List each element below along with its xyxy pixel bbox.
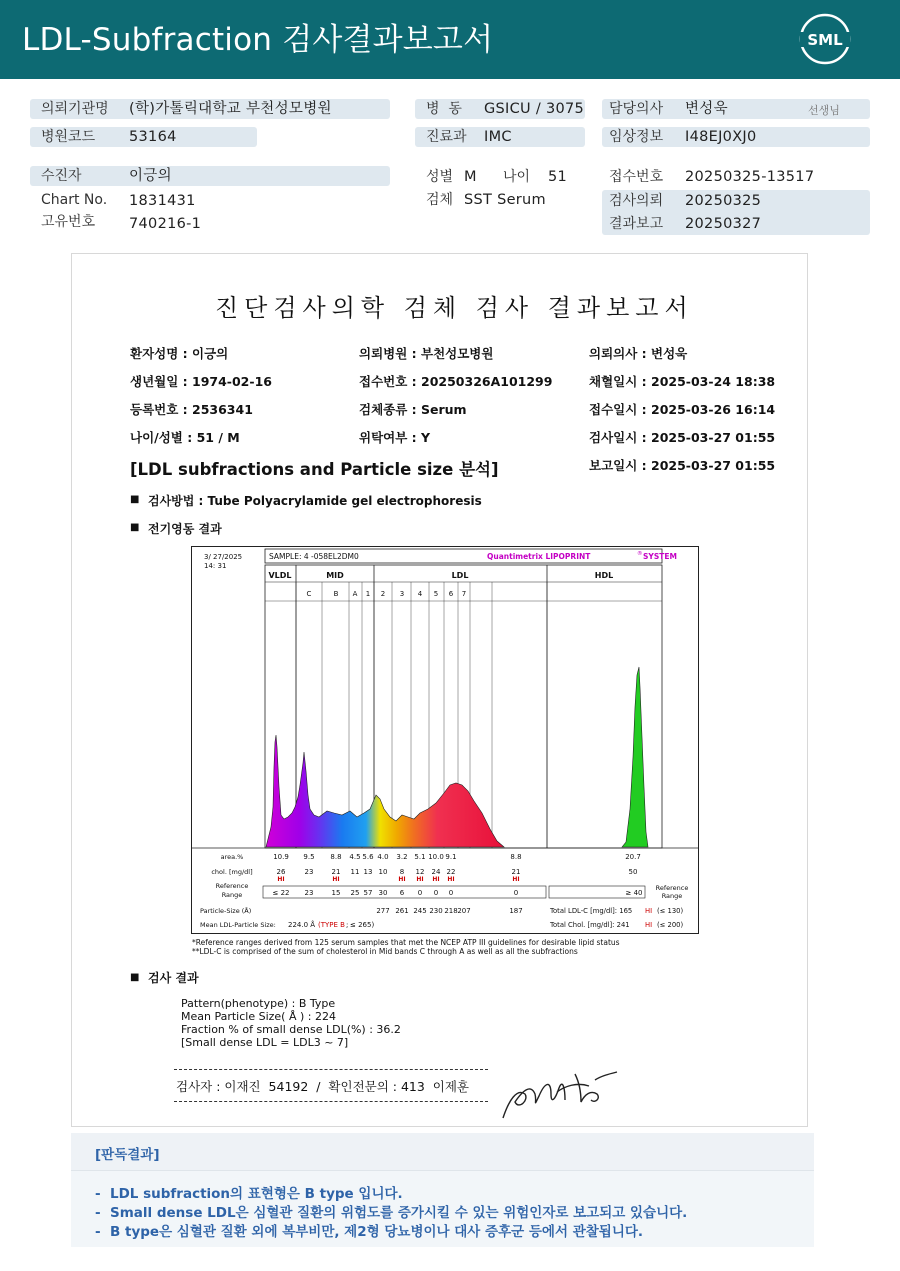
group-label-mid: MID: [326, 571, 344, 580]
particle-size-cell: 230: [429, 907, 443, 915]
area-pct-cell: 10.9: [273, 853, 289, 861]
dept-label: 진료과: [426, 129, 467, 145]
band-label-6: 6: [448, 590, 454, 598]
uid-label: 고유번호: [41, 214, 96, 230]
band-label-2: 2: [380, 590, 386, 598]
total-chol: Total Chol. [mg/dl]: 241: [550, 921, 630, 929]
ref-cell: ≤ 22: [272, 889, 290, 897]
lipoprint-svg: [192, 547, 698, 933]
group-label-hdl: HDL: [594, 571, 614, 580]
particle-size-cell: 187: [509, 907, 523, 915]
specimen-value: SST Serum: [464, 192, 546, 208]
doc-specimen: 검체종류 : Serum: [359, 402, 467, 417]
area-pct-cell: 9.5: [303, 853, 315, 861]
particle-size-cell: 245: [413, 907, 427, 915]
result-fraction: Fraction % of small dense LDL(%) : 36.2: [181, 1023, 401, 1036]
chol-cell: 21: [331, 868, 341, 876]
mean-size-value: 224.0 Å: [288, 921, 316, 929]
hospital-code-value: 53164: [129, 129, 177, 145]
doc-electro-title: 전기영동 결과: [148, 522, 222, 536]
chart-time: 14: 31: [204, 562, 227, 570]
chart-no-label: Chart No.: [41, 192, 108, 208]
uid-value: 740216-1: [129, 216, 202, 232]
row-label-ref: Reference: [215, 882, 249, 890]
sml-logo-icon: [798, 12, 852, 66]
ref-cell: 57: [363, 889, 373, 897]
interpretation-title: [판독결과]: [95, 1147, 160, 1163]
doc-consign: 위탁여부 : Y: [359, 430, 431, 445]
request-value: 20250325: [685, 193, 762, 209]
doc-report-time: 보고일시 : 2025-03-27 01:55: [589, 458, 776, 473]
interpretation-line-2: - Small dense LDL은 심혈관 질환의 위험도를 증가시킬 수 있는 위험인자로 보고되고 있습니다.: [95, 1205, 688, 1221]
receipt-label: 접수번호: [609, 169, 664, 185]
chol-cell: 10: [378, 868, 388, 876]
total-chol-flag: HI: [645, 921, 653, 929]
report-label: 결과보고: [609, 216, 664, 232]
particle-size-cell: 261: [395, 907, 409, 915]
doctor-label: 담당의사: [609, 101, 664, 117]
doc-result-title: 검사 결과: [148, 971, 199, 985]
report-header: [0, 0, 900, 79]
ldl-spectrum-curve: [266, 735, 504, 847]
chol-hi-flag: HI: [416, 876, 424, 883]
request-label: 검사의뢰: [609, 193, 664, 209]
bullet-icon: ■: [130, 494, 140, 505]
clinical-value: I48EJ0XJ0: [685, 129, 757, 145]
total-ldl-flag: HI: [645, 907, 653, 915]
doc-patient-name: 환자성명 : 이긍의: [130, 346, 229, 361]
area-pct-cell: 4.5: [349, 853, 361, 861]
chol-cell: 22: [446, 868, 456, 876]
chart-no-value: 1831431: [129, 193, 196, 209]
area-pct-cell: 10.0: [428, 853, 444, 861]
patient-value: 이긍의: [129, 168, 172, 184]
row-label-area: area.%: [220, 853, 244, 861]
receipt-value: 20250325-13517: [685, 169, 815, 185]
hdl-range-label: Range: [661, 892, 683, 900]
specimen-label: 검체: [426, 192, 454, 208]
chol-hi-flag: HI: [277, 876, 285, 883]
doc-reg-no: 등록번호 : 2536341: [130, 402, 253, 417]
group-label-vldl: VLDL: [268, 571, 292, 580]
interpretation-box: [71, 1133, 814, 1247]
patient-label: 수진자: [41, 168, 82, 184]
band-label-7: 7: [461, 590, 467, 598]
doc-hospital: 의뢰병원 : 부천성모병원: [359, 346, 494, 361]
chart-date: 3/ 27/2025: [204, 553, 243, 561]
chol-cell: 50: [628, 868, 638, 876]
ref-cell: 0: [448, 889, 454, 897]
doc-title: 진단검사의학 검체 검사 결과보고서: [215, 294, 694, 322]
area-pct-cell: 4.0: [377, 853, 389, 861]
sex-value: M: [464, 169, 477, 185]
chol-cell: 8: [399, 868, 405, 876]
total-chol-ref: (≤ 200): [657, 921, 684, 929]
patient-row: [30, 166, 390, 186]
row-label-range: Range: [221, 891, 243, 899]
clinical-label: 임상정보: [609, 129, 664, 145]
particle-size-cell: 277: [376, 907, 390, 915]
ref-cell: 0: [513, 889, 519, 897]
ref-cell: 15: [331, 889, 341, 897]
report-value: 20250327: [685, 216, 762, 232]
chart-sample: SAMPLE: 4 -058EL2DM0: [269, 552, 359, 561]
total-ldl: Total LDL-C [mg/dl]: 165: [550, 907, 633, 915]
hospital-code-label: 병원코드: [41, 129, 96, 145]
ref-cell: 25: [350, 889, 360, 897]
particle-size-cell: 218: [444, 907, 458, 915]
logo-text: SML: [807, 31, 843, 49]
hdl-peak-curve: [622, 667, 648, 847]
signature-line: 검사자 : 이재진 54192 / 확인전문의 : 413 이제훈: [176, 1079, 469, 1094]
sex-label: 성별: [426, 169, 454, 185]
area-pct-cell: 20.7: [625, 853, 641, 861]
row-label-chol: chol. [mg/dl]: [211, 868, 253, 876]
interpretation-line-1: - LDL subfraction의 표현형은 B type 입니다.: [95, 1186, 403, 1202]
chol-cell: 24: [431, 868, 441, 876]
result-pattern: Pattern(phenotype) : B Type: [181, 997, 336, 1010]
chol-cell: 13: [363, 868, 373, 876]
ward-label: 병 동: [426, 101, 462, 117]
ref-cell: 6: [399, 889, 405, 897]
band-label-5: 5: [433, 590, 439, 598]
particle-size-cell: 207: [457, 907, 471, 915]
ref-cell: ≥ 40: [625, 889, 643, 897]
chol-hi-flag: HI: [512, 876, 520, 883]
interpretation-header: [71, 1133, 814, 1171]
doc-birth: 생년월일 : 1974-02-16: [130, 374, 272, 389]
row-label-particle: Particle-Size (Å): [200, 907, 252, 915]
doc-blood-time: 채혈일시 : 2025-03-24 18:38: [589, 374, 776, 389]
chart-system-suffix: SYSTEM: [643, 552, 677, 561]
doc-doctor: 의뢰의사 : 변성욱: [589, 346, 688, 361]
ref-cell: 0: [417, 889, 423, 897]
area-pct-cell: 8.8: [510, 853, 522, 861]
signature-divider-bottom: [174, 1101, 488, 1102]
lipoprint-chart: [191, 546, 699, 934]
doc-receipt-time: 접수일시 : 2025-03-26 16:14: [589, 402, 776, 417]
band-label-b: B: [333, 590, 339, 598]
area-pct-cell: 9.1: [445, 853, 457, 861]
chol-cell: 12: [415, 868, 425, 876]
ref-cell: 23: [304, 889, 314, 897]
band-label-a: A: [352, 590, 358, 598]
type-ref: ≤ 265): [350, 921, 375, 929]
doc-test-time: 검사일시 : 2025-03-27 01:55: [589, 430, 776, 445]
result-sdldl-def: [Small dense LDL = LDL3 ~ 7]: [181, 1036, 349, 1049]
doctor-value: 변성욱: [685, 101, 728, 117]
result-mean-size: Mean Particle Size( Å ) : 224: [181, 1010, 336, 1023]
area-pct-cell: 5.6: [362, 853, 374, 861]
age-value: 51: [548, 169, 568, 185]
age-label: 나이: [503, 169, 531, 185]
total-ldl-ref: (≤ 130): [657, 907, 684, 915]
chart-static-layer: [192, 549, 698, 898]
chol-cell: 26: [276, 868, 286, 876]
chart-system: Quantimetrix LIPOPRINT: [487, 552, 591, 561]
doc-age-sex: 나이/성별 : 51 / M: [130, 430, 240, 445]
type-label: (TYPE B: [318, 921, 345, 929]
chol-hi-flag: HI: [332, 876, 340, 883]
bullet-icon: ■: [130, 972, 140, 983]
chol-hi-flag: HI: [447, 876, 455, 883]
type-sep: ;: [346, 921, 349, 929]
area-pct-cell: 5.1: [414, 853, 426, 861]
ref-cell: 0: [433, 889, 439, 897]
hdl-ref-label: Reference: [655, 884, 689, 892]
handwritten-signature: [495, 1060, 625, 1126]
doc-method: 검사방법 : Tube Polyacrylamide gel electrophoresis: [148, 494, 482, 508]
doc-section-title: [LDL subfractions and Particle size 분석]: [130, 460, 499, 479]
area-pct-cell: 8.8: [330, 853, 342, 861]
footnote-2: **LDL-C is comprised of the sum of cholesterol in Mid bands C through A as well as all the subfractions: [192, 947, 578, 956]
signature-divider-top: [174, 1069, 488, 1070]
interpretation-line-3: - B type은 심혈관 질환 외에 복부비만, 제2형 당뇨병이나 대사 증후군 등에서 관찰됩니다.: [95, 1224, 644, 1240]
chol-hi-flag: HI: [398, 876, 406, 883]
row-label-mean: Mean LDL-Particle Size:: [200, 921, 276, 929]
ref-cell: 30: [378, 889, 388, 897]
band-label-1: 1: [365, 590, 371, 598]
dept-value: IMC: [484, 129, 512, 145]
institution-label: 의뢰기관명: [41, 101, 109, 117]
doc-receipt: 접수번호 : 20250326A101299: [359, 374, 553, 389]
institution-value: (학)가톨릭대학교 부천성모병원: [129, 101, 332, 117]
ward-value: GSICU / 3075: [484, 101, 585, 117]
chol-hi-flag: HI: [432, 876, 440, 883]
band-label-3: 3: [399, 590, 405, 598]
band-label-4: 4: [417, 590, 423, 598]
group-label-ldl: LDL: [451, 571, 469, 580]
chol-cell: 23: [304, 868, 314, 876]
chart-system-reg: ®: [637, 551, 643, 557]
band-label-c: C: [306, 590, 312, 598]
footnote-1: *Reference ranges derived from 125 serum samples that met the NCEP ATP III guidelines for desirable lipid status: [192, 938, 620, 947]
chol-cell: 11: [350, 868, 360, 876]
area-pct-cell: 3.2: [396, 853, 408, 861]
doctor-suffix: 선생님: [808, 104, 840, 117]
report-title: LDL-Subfraction 검사결과보고서: [22, 22, 494, 58]
chol-cell: 21: [511, 868, 521, 876]
bullet-icon: ■: [130, 522, 140, 533]
